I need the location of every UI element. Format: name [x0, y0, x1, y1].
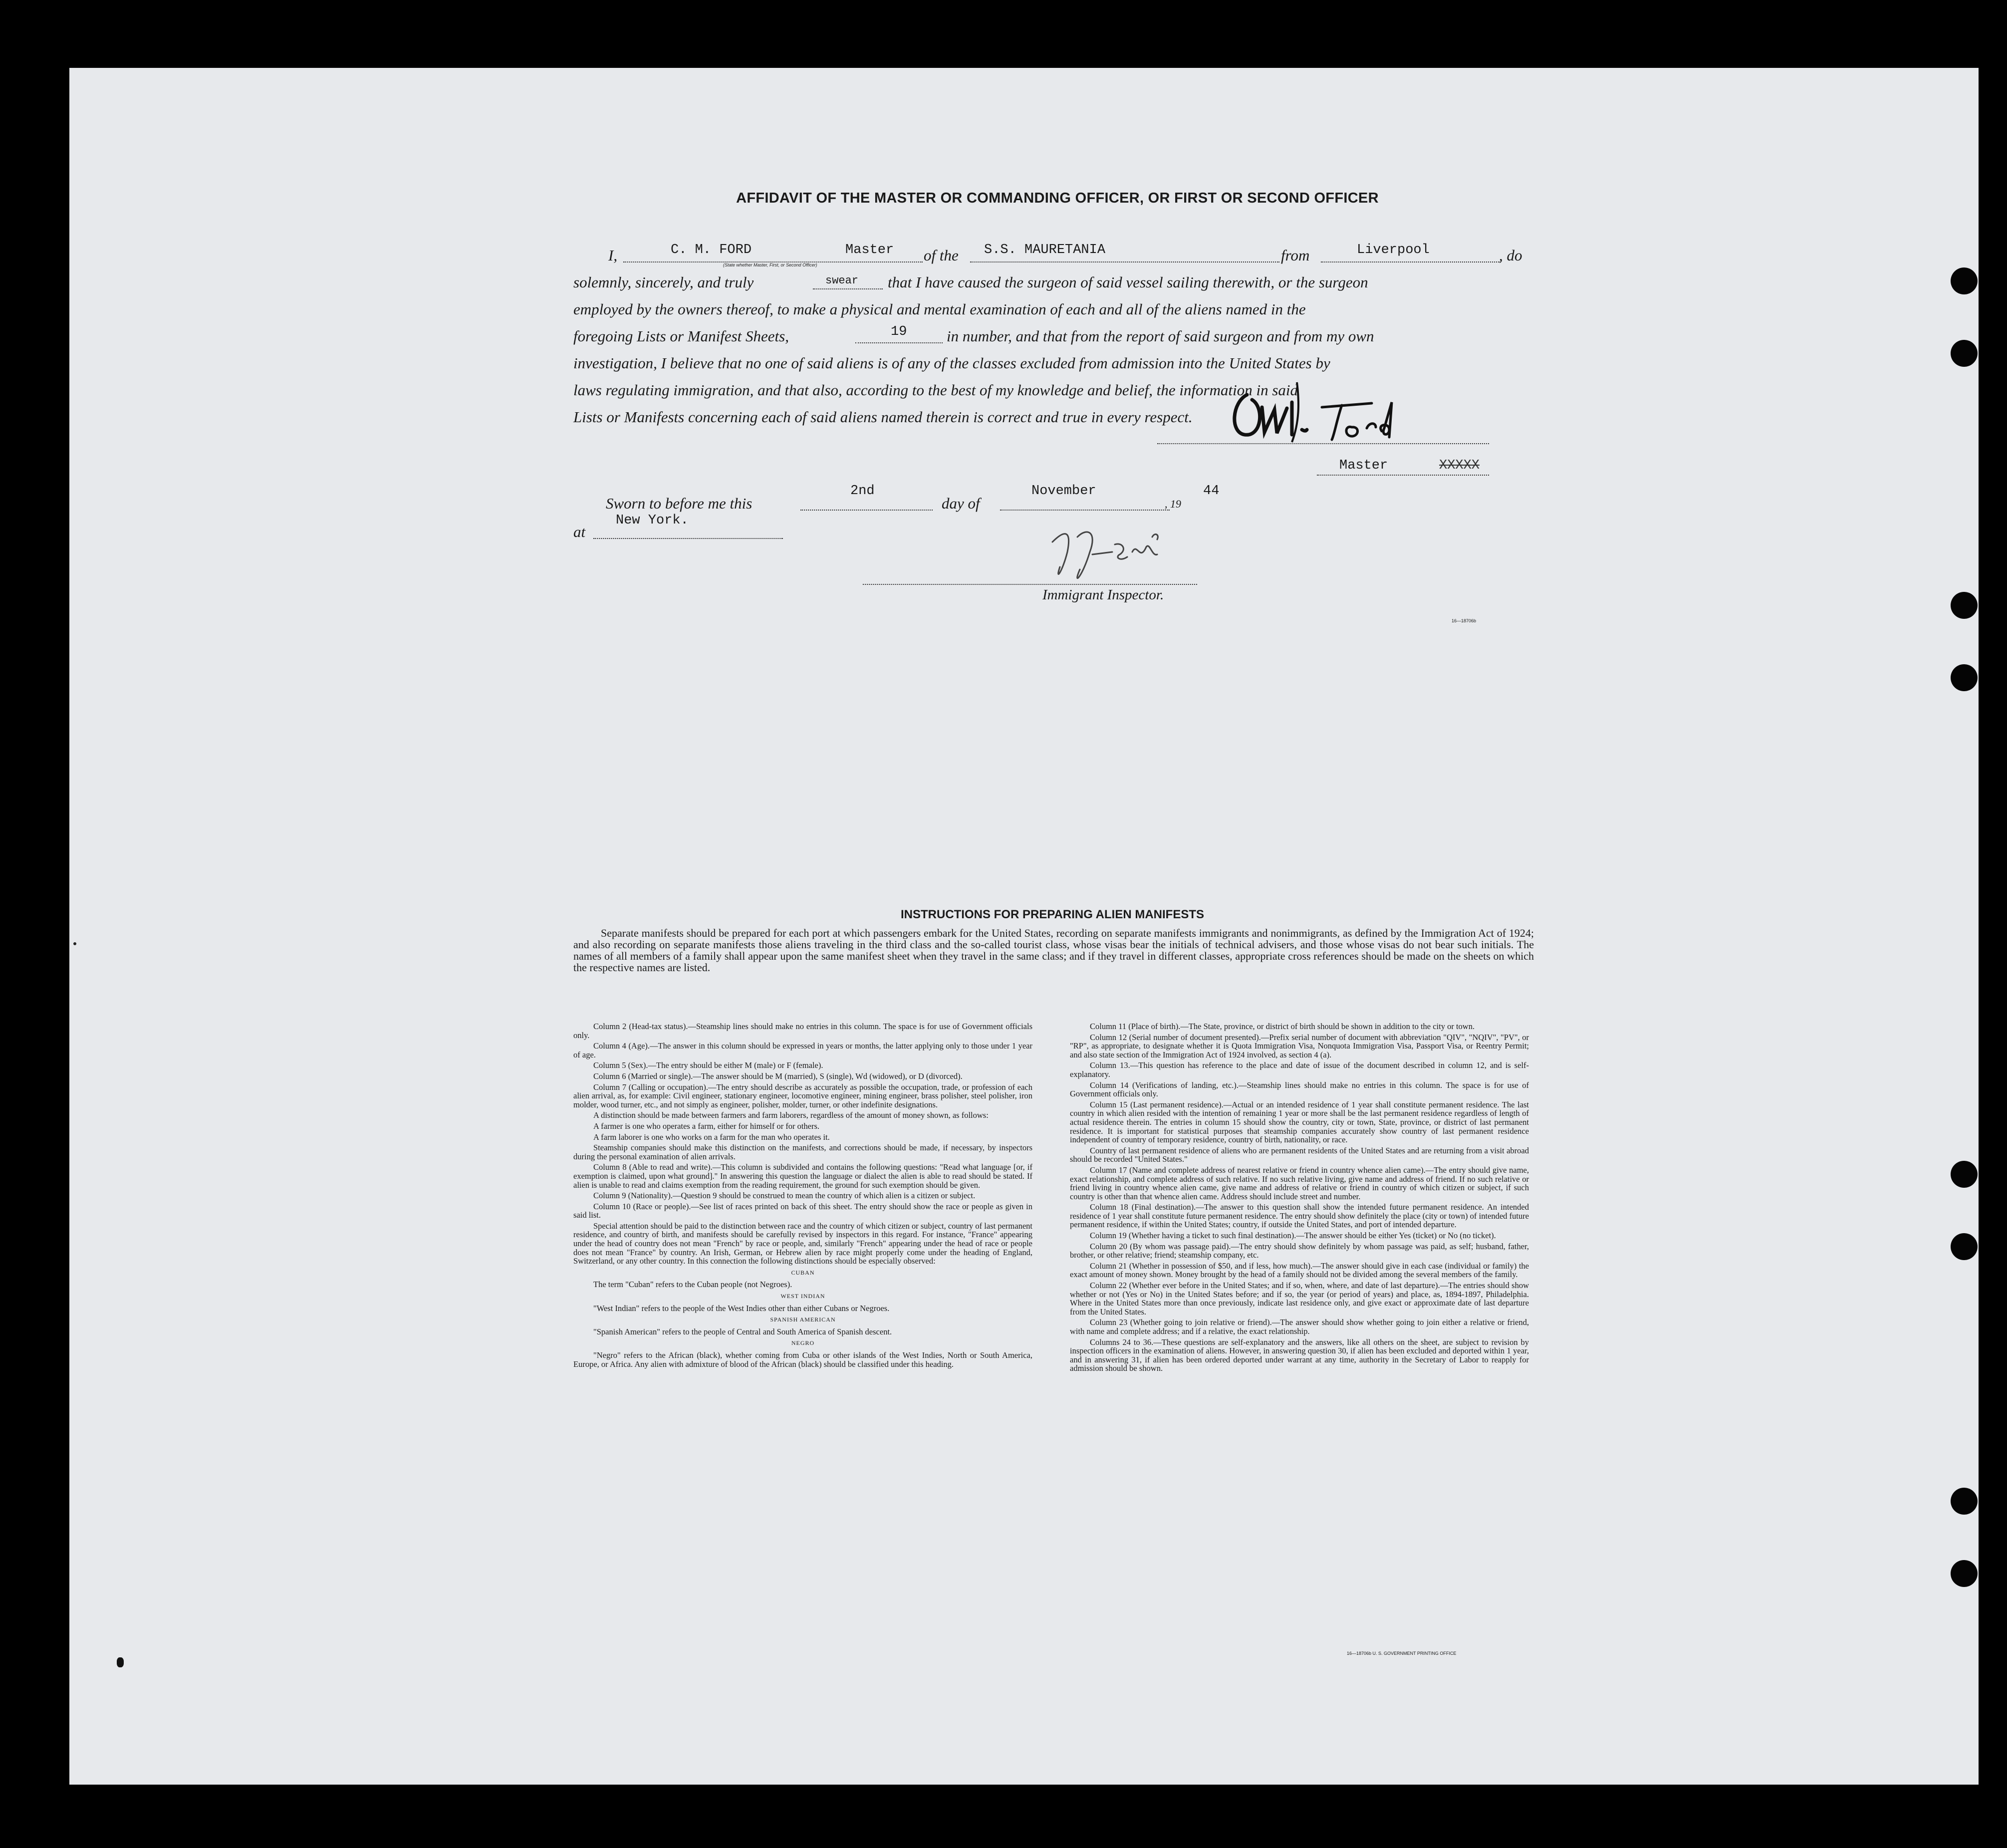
instruction-paragraph: Column 11 (Place of birth).—The State, province, or district of birth should be shown in addition to the city or town.	[1090, 1022, 1475, 1031]
section-heading: CUBAN	[791, 1269, 815, 1276]
instruction-paragraph: Column 22 (Whether ever before in the United States; and if so, when, where, and date of last departure).—The entries should show whether or not (Yes or No) in the United States before; and if so, the year (or period of years) and place, as, 1894-1897, Philadelphia. Where in the United States more than once previously, indicate last residence only, and give exact or approximate date of last departure from the United States.	[1070, 1281, 1529, 1317]
vessel-name: S.S. MAURETANIA	[984, 243, 1106, 258]
line1-do: , do	[1499, 247, 1522, 264]
affidavit-line-4: foregoing Lists or Manifest Sheets, 19 in number, and that from the report of said surgeon and from my own	[573, 324, 1374, 345]
instructions-right-column	[1070, 1022, 1529, 1375]
instruction-paragraph: Column 14 (Verifications of landing, etc.).—Steamship lines should make no entries in this column. The space is for use of Government officials only.	[1070, 1080, 1529, 1099]
sworn-year: 44	[1203, 484, 1220, 499]
instruction-paragraph: "Spanish American" refers to the people of Central and South America of Spanish descent.	[593, 1326, 892, 1336]
instruction-paragraph: Column 9 (Nationality).—Question 9 should be construed to mean the country of which alien is a citizen or subject.	[593, 1191, 976, 1201]
instruction-paragraph: Column 17 (Name and complete address of nearest relative or friend in country whence alien came).—The entry should give name, exact relationship, and complete address of such relative. If no such relative living, give name and address of friend. If no such relative or friend living in country whence alien came, give name and address of relative or friend in country of which citizen or subject, if such country is other than that whence alien came. Address should include street and number.	[1070, 1165, 1529, 1201]
instruction-paragraph: Column 8 (Able to read and write).—This column is subdivided and contains the following questions: "Read what language [or, if exemption is claimed, upon what ground]." In answering this question the language or dialect the alien is able to read should be stated. If alien is unable to read and claims exemption from the reading requirement, the ground for such exemption should be given.	[573, 1162, 1032, 1190]
affidavit-line-1	[573, 243, 1524, 269]
instruction-paragraph: "Negro" refers to the African (black), whether coming from Cuba or other islands of the West Indies, North or South America, Europe, or Africa. Any alien with admixture of blood of the African (black) should be classified under this heading.	[573, 1350, 1032, 1369]
ink-speck	[117, 1657, 124, 1667]
instruction-paragraph: Column 4 (Age).—The answer in this column should be expressed in years or months, the latter applying only to those under 1 year of age.	[573, 1041, 1032, 1059]
punch-hole	[1951, 1488, 1978, 1515]
section-heading: WEST INDIAN	[780, 1293, 825, 1300]
line1-from: from	[1281, 247, 1310, 264]
instruction-paragraph: Column 15 (Last permanent residence).—Actual or an intended residence of 1 year shall constitute permanent residence. The last country in which alien resided with the intention of remaining 1 year or more shall be the last permanent residence regardless of length of actual residence therein. The entries in column 15 should show the country, city or town, State, province, or district of last permanent residence. It is important for statistical purposes that steamship companies accurately show country of last permanent residence independent of country of temporary residence, country of birth, nationality, or race.	[1070, 1099, 1529, 1145]
master-signature	[1217, 372, 1467, 457]
instruction-paragraph: Special attention should be paid to the distinction between race and the country of which citizen or subject, country of last permanent residence, and country of birth, and manifests should be carefully revised by inspectors in this regard. For instance, "France" appearing under the head of country does not mean "French" by race or people, and, similarly "French" appearing under the head of race or people does not mean "France" by country. An Irish, German, or Hebrew alien by race might properly come under the heading of England, Switzerland, or any other country. In this connection the following distinctions should be especially observed:	[573, 1221, 1032, 1266]
affidavit-title: AFFIDAVIT OF THE MASTER OR COMMANDING OFFICER, OR FIRST OR SECOND OFFICER	[736, 190, 1379, 206]
ink-speck	[73, 942, 76, 945]
instruction-paragraph: The term "Cuban" refers to the Cuban people (not Negroes).	[593, 1280, 792, 1290]
instruction-paragraph: Column 7 (Calling or occupation).—The entry should describe as accurately as possible the occupation, trade, or profession of each alien arrival, as, for example: Civil engineer, stationary engineer, locomotive engineer, mining engineer, brass polisher, steel polisher, iron molder, wood turner, etc., and not simply as engineer, polisher, molder, turner, or other indefinite designations.	[573, 1082, 1032, 1109]
officer-title: Master	[845, 243, 894, 258]
inspector-label: Immigrant Inspector.	[1042, 587, 1164, 603]
instruction-paragraph: A farmer is one who operates a farm, either for himself or for others.	[593, 1121, 820, 1131]
instruction-paragraph: A farm laborer is one who works on a farm for the man who operates it.	[593, 1132, 830, 1142]
punch-hole	[1951, 1233, 1978, 1260]
line2-post: that I have caused the surgeon of said vessel sailing therewith, or the surgeon	[888, 273, 1368, 291]
punch-hole	[1951, 1161, 1978, 1188]
punch-hole	[1951, 1560, 1978, 1587]
instruction-paragraph: Column 19 (Whether having a ticket to such final destination).—The answer should be either Yes (ticket) or No (no ticket).	[1090, 1231, 1496, 1241]
affidavit-line-3: employed by the owners thereof, to make a physical and mental examination of each and all of the aliens named in the	[573, 300, 1306, 318]
instruction-paragraph: "West Indian" refers to the people of the West Indies other than either Cubans or Negroes.	[593, 1303, 890, 1313]
affidavit-line-5: investigation, I believe that no one of said aliens is of any of the classes excluded from admission into the United States by	[573, 354, 1330, 372]
sworn-place: New York.	[616, 513, 689, 528]
punch-hole	[1951, 340, 1978, 367]
instruction-paragraph: Column 18 (Final destination).—The answer to this question shall show the intended future permanent residence. An intended residence of 1 year shall constitute future permanent residence. The entry should show definitely the place (city or town) of intended future permanent residence, if within the United States; country, if outside the United States, and port of intended departure.	[1070, 1202, 1529, 1230]
punch-hole	[1951, 664, 1978, 691]
signer-title-struck: XXXXX	[1439, 458, 1480, 473]
instruction-paragraph: Steamship companies should make this distinction on the manifests, and corrections should be made, if necessary, by inspectors during the personal examination of alien arrivals.	[573, 1143, 1032, 1161]
punch-hole	[1951, 267, 1978, 294]
printing-office-footer: 16—18706b U. S. GOVERNMENT PRINTING OFFICE	[1347, 1651, 1457, 1656]
instructions-intro: Separate manifests should be prepared for each port at which passengers embark for the United States, recording on separate manifests immigrants and nonimmigrants, as defined by the Immigration Act of 1924; and also recording on separate manifests those aliens traveling in the third class and the so-called tourist class, whose visas bear the initials of technical advisers, and those whose visas do not bear such initials. The names of all members of a family shall appear upon the same manifest sheet when they travel in the same class; and if they travel in different classes, appropriate cross references should be made on the sheets on which the respective names are listed.	[573, 927, 1534, 974]
instruction-paragraph: A distinction should be made between farmers and farm laborers, regardless of the amount of money shown, as follows:	[593, 1110, 989, 1120]
line2-pre: solemnly, sincerely, and truly	[573, 273, 754, 291]
instruction-paragraph: Column 2 (Head-tax status).—Steamship lines should make no entries in this column. The space is for use of Government officials only.	[573, 1022, 1032, 1040]
departure-port: Liverpool	[1357, 243, 1430, 258]
instruction-paragraph: Column 21 (Whether in possession of $50, and if less, how much).—The answer should give in each case (individual or family) the exact amount of money shown. Money brought by the head of a family should not be divided among the several members of the family.	[1070, 1261, 1529, 1280]
instruction-paragraph: Column 10 (Race or people).—See list of races printed on back of this sheet. The entry should show the race or people as given in said list.	[573, 1201, 1032, 1220]
sworn-day: 2nd	[850, 484, 875, 499]
sworn-place-line: at New York.	[573, 523, 1524, 546]
instruction-paragraph: Country of last permanent residence of aliens who are permanent residents of the United States and are returning from a visit abroad should be recorded "United States."	[1070, 1145, 1529, 1164]
instruction-paragraph: Column 6 (Married or single).—The answer should be M (married), S (single), Wd (widowed), or D (divorced).	[593, 1071, 963, 1081]
affidavit-line-6: laws regulating immigration, and that also, according to the best of my knowledge and belief, the information in said	[573, 381, 1298, 399]
officer-title-note: (State whether Master, First, or Second Officer)	[723, 263, 817, 267]
instruction-paragraph: Columns 24 to 36.—These questions are self-explanatory and the answers, like all others on the sheet, are subject to revision by inspection officers in the examination of aliens. However, in answering question 30, if alien has been excluded and deported within 1 year, and in answering 31, if alien has been ordered deported under warrant at any time, authority in the Secretary of Labor to reapply for admission should be shown.	[1070, 1337, 1529, 1373]
instruction-paragraph: Column 23 (Whether going to join relative or friend).—The answer should show whether going to join either a relative or friend, with name and complete address; and if a relative, the exact relationship.	[1070, 1318, 1529, 1336]
instruction-paragraph: Column 13.—This question has reference to the place and date of issue of the document described in column 12, and is self-explanatory.	[1070, 1060, 1529, 1079]
oath-word: swear	[825, 274, 859, 287]
section-heading: NEGRO	[791, 1339, 815, 1347]
manifest-sheet-count: 19	[891, 324, 907, 339]
instruction-paragraph: Column 12 (Serial number of document presented).—Prefix serial number of document with abbreviation "QIV", "NQIV", "PV", or "RP", as appropriate, to designate whether it is Quota Immigration Visa, Nonquota Immigration Visa, Passport Visa, or Reentry Permit; and also state section of the Immigration Act of 1924 involved, as section 4 (a).	[1070, 1032, 1529, 1059]
affidavit-line-2	[573, 273, 1524, 296]
instructions-left-column	[573, 1022, 1032, 1370]
sworn-line: Sworn to before me this 2nd day of November , 19 44	[606, 484, 1220, 512]
document-page	[69, 68, 1979, 1785]
line1-prefix: I,	[608, 247, 618, 264]
instructions-title: INSTRUCTIONS FOR PREPARING ALIEN MANIFESTS	[900, 908, 1204, 921]
section-heading: SPANISH AMERICAN	[770, 1316, 836, 1323]
affidavit-form-number: 16—18706b	[1452, 618, 1477, 623]
sworn-month: November	[1031, 484, 1096, 499]
signer-title: Master	[1339, 458, 1388, 473]
punch-hole	[1951, 592, 1978, 619]
inspector-signature	[1032, 507, 1212, 592]
master-name: C. M. FORD	[671, 243, 752, 258]
instruction-paragraph: Column 20 (By whom was passage paid).—The entry should show definitely by whom passage was paid, as self; husband, father, brother, or other relative; friend; steamship company, etc.	[1070, 1241, 1529, 1260]
affidavit-line-7: Lists or Manifests concerning each of said aliens named therein is correct and true in every respect.	[573, 408, 1193, 426]
line1-of-the: of the	[924, 247, 959, 264]
instruction-paragraph: Column 5 (Sex).—The entry should be either M (male) or F (female).	[593, 1060, 823, 1070]
